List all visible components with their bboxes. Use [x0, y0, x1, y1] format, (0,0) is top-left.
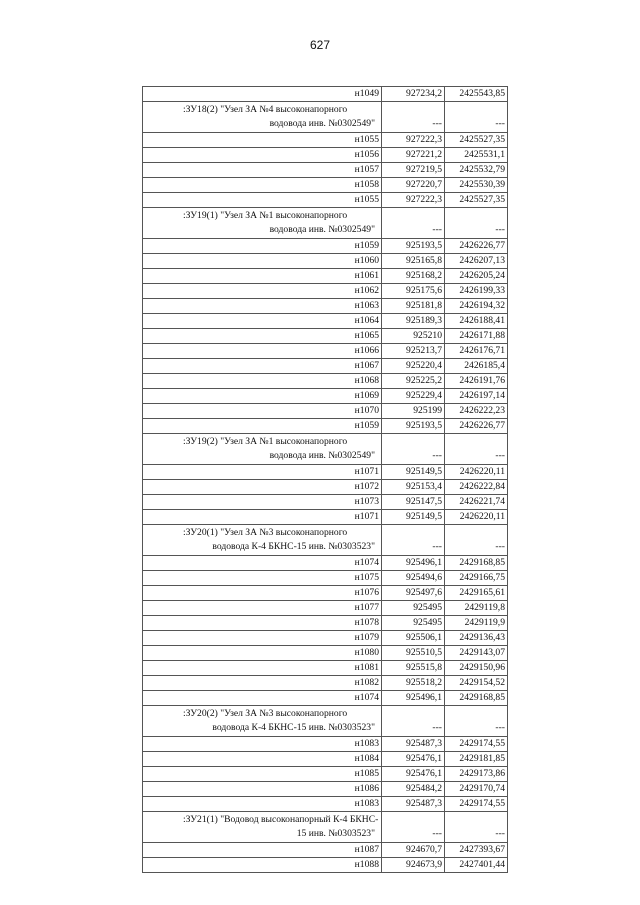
y-coordinate-cell: ---: [445, 525, 508, 556]
page-number: 627: [309, 38, 331, 52]
point-name-cell: н1083: [143, 797, 382, 812]
x-coordinate-cell: 925495: [382, 601, 445, 616]
y-coordinate-cell: 2426197,14: [445, 389, 508, 404]
y-coordinate-cell: 2425527,35: [445, 133, 508, 148]
point-row: [143, 691, 508, 706]
x-coordinate-cell: 925476,1: [382, 752, 445, 767]
x-coordinate-cell: 925497,6: [382, 586, 445, 601]
point-row: [143, 374, 508, 389]
point-row: [143, 661, 508, 676]
x-coordinate-cell: 925168,2: [382, 269, 445, 284]
x-coordinate-cell: 925518,2: [382, 676, 445, 691]
y-coordinate-cell: 2426220,11: [445, 465, 508, 480]
point-name-cell: н1056: [143, 148, 382, 163]
x-coordinate-cell: 925220,4: [382, 359, 445, 374]
section-header-row: [143, 812, 508, 843]
point-name-cell: н1059: [143, 419, 382, 434]
y-coordinate-cell: 2426191,76: [445, 374, 508, 389]
y-coordinate-cell: 2429150,96: [445, 661, 508, 676]
point-row: [143, 389, 508, 404]
y-coordinate-cell: 2429174,55: [445, 797, 508, 812]
point-row: [143, 616, 508, 631]
x-coordinate-cell: 927222,3: [382, 133, 445, 148]
section-title-cell: [143, 434, 382, 465]
y-coordinate-cell: 2426185,4: [445, 359, 508, 374]
point-name-cell: н1088: [143, 858, 382, 873]
y-coordinate-cell: ---: [445, 706, 508, 737]
coordinates-table-body: [143, 87, 508, 873]
point-name-cell: н1071: [143, 465, 382, 480]
y-coordinate-cell: ---: [445, 208, 508, 239]
point-name-cell: н1062: [143, 284, 382, 299]
section-title-line2: водовода инв. №0302549": [269, 118, 375, 129]
section-title-line2: водовода инв. №0302549": [269, 224, 375, 235]
y-coordinate-cell: 2426188,41: [445, 314, 508, 329]
point-row: [143, 601, 508, 616]
x-coordinate-cell: ---: [382, 812, 445, 843]
point-row: [143, 797, 508, 812]
x-coordinate-cell: 925149,5: [382, 465, 445, 480]
point-row: [143, 646, 508, 661]
point-name-cell: н1060: [143, 254, 382, 269]
point-name-cell: н1084: [143, 752, 382, 767]
section-header-row: [143, 525, 508, 556]
point-name-cell: н1085: [143, 767, 382, 782]
point-name-cell: н1067: [143, 359, 382, 374]
point-name-cell: н1057: [143, 163, 382, 178]
y-coordinate-cell: 2429119,9: [445, 616, 508, 631]
y-coordinate-cell: 2426194,32: [445, 299, 508, 314]
section-title-line2: водовода К-4 БКНС-15 инв. №0303523": [212, 722, 375, 733]
y-coordinate-cell: 2429168,85: [445, 556, 508, 571]
point-name-cell: н1083: [143, 737, 382, 752]
point-name-cell: н1082: [143, 676, 382, 691]
section-title-cell: [143, 812, 382, 843]
section-header-row: [143, 102, 508, 133]
y-coordinate-cell: 2426220,11: [445, 510, 508, 525]
point-row: [143, 359, 508, 374]
point-row: [143, 163, 508, 178]
x-coordinate-cell: 925210: [382, 329, 445, 344]
point-row: [143, 133, 508, 148]
y-coordinate-cell: 2429166,75: [445, 571, 508, 586]
x-coordinate-cell: 925149,5: [382, 510, 445, 525]
y-coordinate-cell: 2429165,61: [445, 586, 508, 601]
x-coordinate-cell: 925506,1: [382, 631, 445, 646]
point-row: [143, 676, 508, 691]
x-coordinate-cell: ---: [382, 706, 445, 737]
point-name-cell: н1074: [143, 691, 382, 706]
point-row: [143, 239, 508, 254]
point-row: [143, 556, 508, 571]
x-coordinate-cell: 925487,3: [382, 797, 445, 812]
point-row: [143, 737, 508, 752]
x-coordinate-cell: 925225,2: [382, 374, 445, 389]
x-coordinate-cell: 927234,2: [382, 87, 445, 102]
point-row: [143, 404, 508, 419]
point-row: [143, 465, 508, 480]
x-coordinate-cell: 925484,2: [382, 782, 445, 797]
point-row: [143, 344, 508, 359]
y-coordinate-cell: 2426226,77: [445, 419, 508, 434]
y-coordinate-cell: 2429173,86: [445, 767, 508, 782]
section-title-line1: :ЗУ19(1) "Узел ЗА №1 высоконапорного: [183, 210, 348, 221]
y-coordinate-cell: 2426205,24: [445, 269, 508, 284]
section-title-line2: водовода инв. №0302549": [269, 450, 375, 461]
x-coordinate-cell: 925487,3: [382, 737, 445, 752]
y-coordinate-cell: 2425531,1: [445, 148, 508, 163]
point-row: [143, 510, 508, 525]
point-row: [143, 329, 508, 344]
point-row: [143, 843, 508, 858]
point-row: [143, 193, 508, 208]
point-row: [143, 284, 508, 299]
section-header-row: [143, 706, 508, 737]
section-title-cell: [143, 706, 382, 737]
x-coordinate-cell: 925147,5: [382, 495, 445, 510]
x-coordinate-cell: 925193,5: [382, 239, 445, 254]
point-row: [143, 480, 508, 495]
y-coordinate-cell: 2426199,33: [445, 284, 508, 299]
point-name-cell: н1068: [143, 374, 382, 389]
coordinates-table: [142, 86, 508, 873]
point-name-cell: н1063: [143, 299, 382, 314]
y-coordinate-cell: 2427393,67: [445, 843, 508, 858]
point-row: [143, 254, 508, 269]
x-coordinate-cell: 925476,1: [382, 767, 445, 782]
point-name-cell: н1065: [143, 329, 382, 344]
point-row: [143, 767, 508, 782]
point-name-cell: н1077: [143, 601, 382, 616]
point-row: [143, 87, 508, 102]
point-name-cell: н1071: [143, 510, 382, 525]
point-name-cell: н1087: [143, 843, 382, 858]
y-coordinate-cell: 2425532,79: [445, 163, 508, 178]
x-coordinate-cell: 925213,7: [382, 344, 445, 359]
point-name-cell: н1055: [143, 133, 382, 148]
x-coordinate-cell: 925199: [382, 404, 445, 419]
x-coordinate-cell: 925181,8: [382, 299, 445, 314]
point-name-cell: н1059: [143, 239, 382, 254]
section-title-line2: водовода К-4 БКНС-15 инв. №0303523": [212, 541, 375, 552]
point-row: [143, 782, 508, 797]
point-name-cell: н1058: [143, 178, 382, 193]
point-name-cell: н1073: [143, 495, 382, 510]
y-coordinate-cell: ---: [445, 434, 508, 465]
section-title-line1: :ЗУ18(2) "Узел ЗА №4 высоконапорного: [183, 104, 348, 115]
x-coordinate-cell: 925229,4: [382, 389, 445, 404]
x-coordinate-cell: 925153,4: [382, 480, 445, 495]
x-coordinate-cell: ---: [382, 208, 445, 239]
x-coordinate-cell: 925165,8: [382, 254, 445, 269]
y-coordinate-cell: 2429143,07: [445, 646, 508, 661]
y-coordinate-cell: 2429136,43: [445, 631, 508, 646]
x-coordinate-cell: 927220,7: [382, 178, 445, 193]
point-row: [143, 269, 508, 284]
y-coordinate-cell: 2426222,23: [445, 404, 508, 419]
point-row: [143, 419, 508, 434]
y-coordinate-cell: 2429174,55: [445, 737, 508, 752]
x-coordinate-cell: ---: [382, 102, 445, 133]
y-coordinate-cell: ---: [445, 102, 508, 133]
y-coordinate-cell: 2429170,74: [445, 782, 508, 797]
y-coordinate-cell: 2426226,77: [445, 239, 508, 254]
point-name-cell: н1086: [143, 782, 382, 797]
point-name-cell: н1061: [143, 269, 382, 284]
point-name-cell: н1070: [143, 404, 382, 419]
section-title-cell: [143, 208, 382, 239]
x-coordinate-cell: 925193,5: [382, 419, 445, 434]
x-coordinate-cell: 925515,8: [382, 661, 445, 676]
y-coordinate-cell: 2425530,39: [445, 178, 508, 193]
point-row: [143, 178, 508, 193]
y-coordinate-cell: 2429119,8: [445, 601, 508, 616]
point-name-cell: н1076: [143, 586, 382, 601]
point-name-cell: н1075: [143, 571, 382, 586]
y-coordinate-cell: 2429181,85: [445, 752, 508, 767]
x-coordinate-cell: 925189,3: [382, 314, 445, 329]
point-name-cell: н1074: [143, 556, 382, 571]
point-name-cell: н1079: [143, 631, 382, 646]
x-coordinate-cell: 925510,5: [382, 646, 445, 661]
section-title-cell: [143, 102, 382, 133]
x-coordinate-cell: 924670,7: [382, 843, 445, 858]
section-title-line1: :ЗУ20(1) "Узел ЗА №3 высоконапорного: [183, 527, 348, 538]
y-coordinate-cell: 2426222,84: [445, 480, 508, 495]
point-row: [143, 495, 508, 510]
x-coordinate-cell: 925175,6: [382, 284, 445, 299]
x-coordinate-cell: 927219,5: [382, 163, 445, 178]
point-row: [143, 148, 508, 163]
y-coordinate-cell: 2426171,88: [445, 329, 508, 344]
x-coordinate-cell: 925496,1: [382, 691, 445, 706]
point-row: [143, 586, 508, 601]
y-coordinate-cell: 2429154,52: [445, 676, 508, 691]
point-name-cell: н1081: [143, 661, 382, 676]
point-row: [143, 752, 508, 767]
y-coordinate-cell: 2426207,13: [445, 254, 508, 269]
y-coordinate-cell: 2426176,71: [445, 344, 508, 359]
y-coordinate-cell: ---: [445, 812, 508, 843]
point-name-cell: н1064: [143, 314, 382, 329]
point-row: [143, 314, 508, 329]
point-name-cell: н1069: [143, 389, 382, 404]
section-title-line1: :ЗУ21(1) "Водовод высоконапорный К-4 БКНС-: [183, 814, 379, 825]
x-coordinate-cell: 924673,9: [382, 858, 445, 873]
point-name-cell: н1055: [143, 193, 382, 208]
x-coordinate-cell: 925496,1: [382, 556, 445, 571]
x-coordinate-cell: 927222,3: [382, 193, 445, 208]
point-name-cell: н1072: [143, 480, 382, 495]
point-row: [143, 858, 508, 873]
section-header-row: [143, 208, 508, 239]
x-coordinate-cell: 925495: [382, 616, 445, 631]
point-name-cell: н1080: [143, 646, 382, 661]
x-coordinate-cell: 927221,2: [382, 148, 445, 163]
point-row: [143, 299, 508, 314]
point-name-cell: н1049: [143, 87, 382, 102]
y-coordinate-cell: 2429168,85: [445, 691, 508, 706]
section-title-line1: :ЗУ20(2) "Узел ЗА №3 высоконапорного: [183, 708, 348, 719]
x-coordinate-cell: ---: [382, 525, 445, 556]
section-title-line2: 15 инв. №0303523": [296, 828, 375, 839]
point-row: [143, 631, 508, 646]
y-coordinate-cell: 2425527,35: [445, 193, 508, 208]
section-title-line1: :ЗУ19(2) "Узел ЗА №1 высоконапорного: [183, 436, 348, 447]
x-coordinate-cell: 925494,6: [382, 571, 445, 586]
section-title-cell: [143, 525, 382, 556]
x-coordinate-cell: ---: [382, 434, 445, 465]
point-name-cell: н1066: [143, 344, 382, 359]
point-name-cell: н1078: [143, 616, 382, 631]
y-coordinate-cell: 2426221,74: [445, 495, 508, 510]
y-coordinate-cell: 2427401,44: [445, 858, 508, 873]
section-header-row: [143, 434, 508, 465]
point-row: [143, 571, 508, 586]
y-coordinate-cell: 2425543,85: [445, 87, 508, 102]
